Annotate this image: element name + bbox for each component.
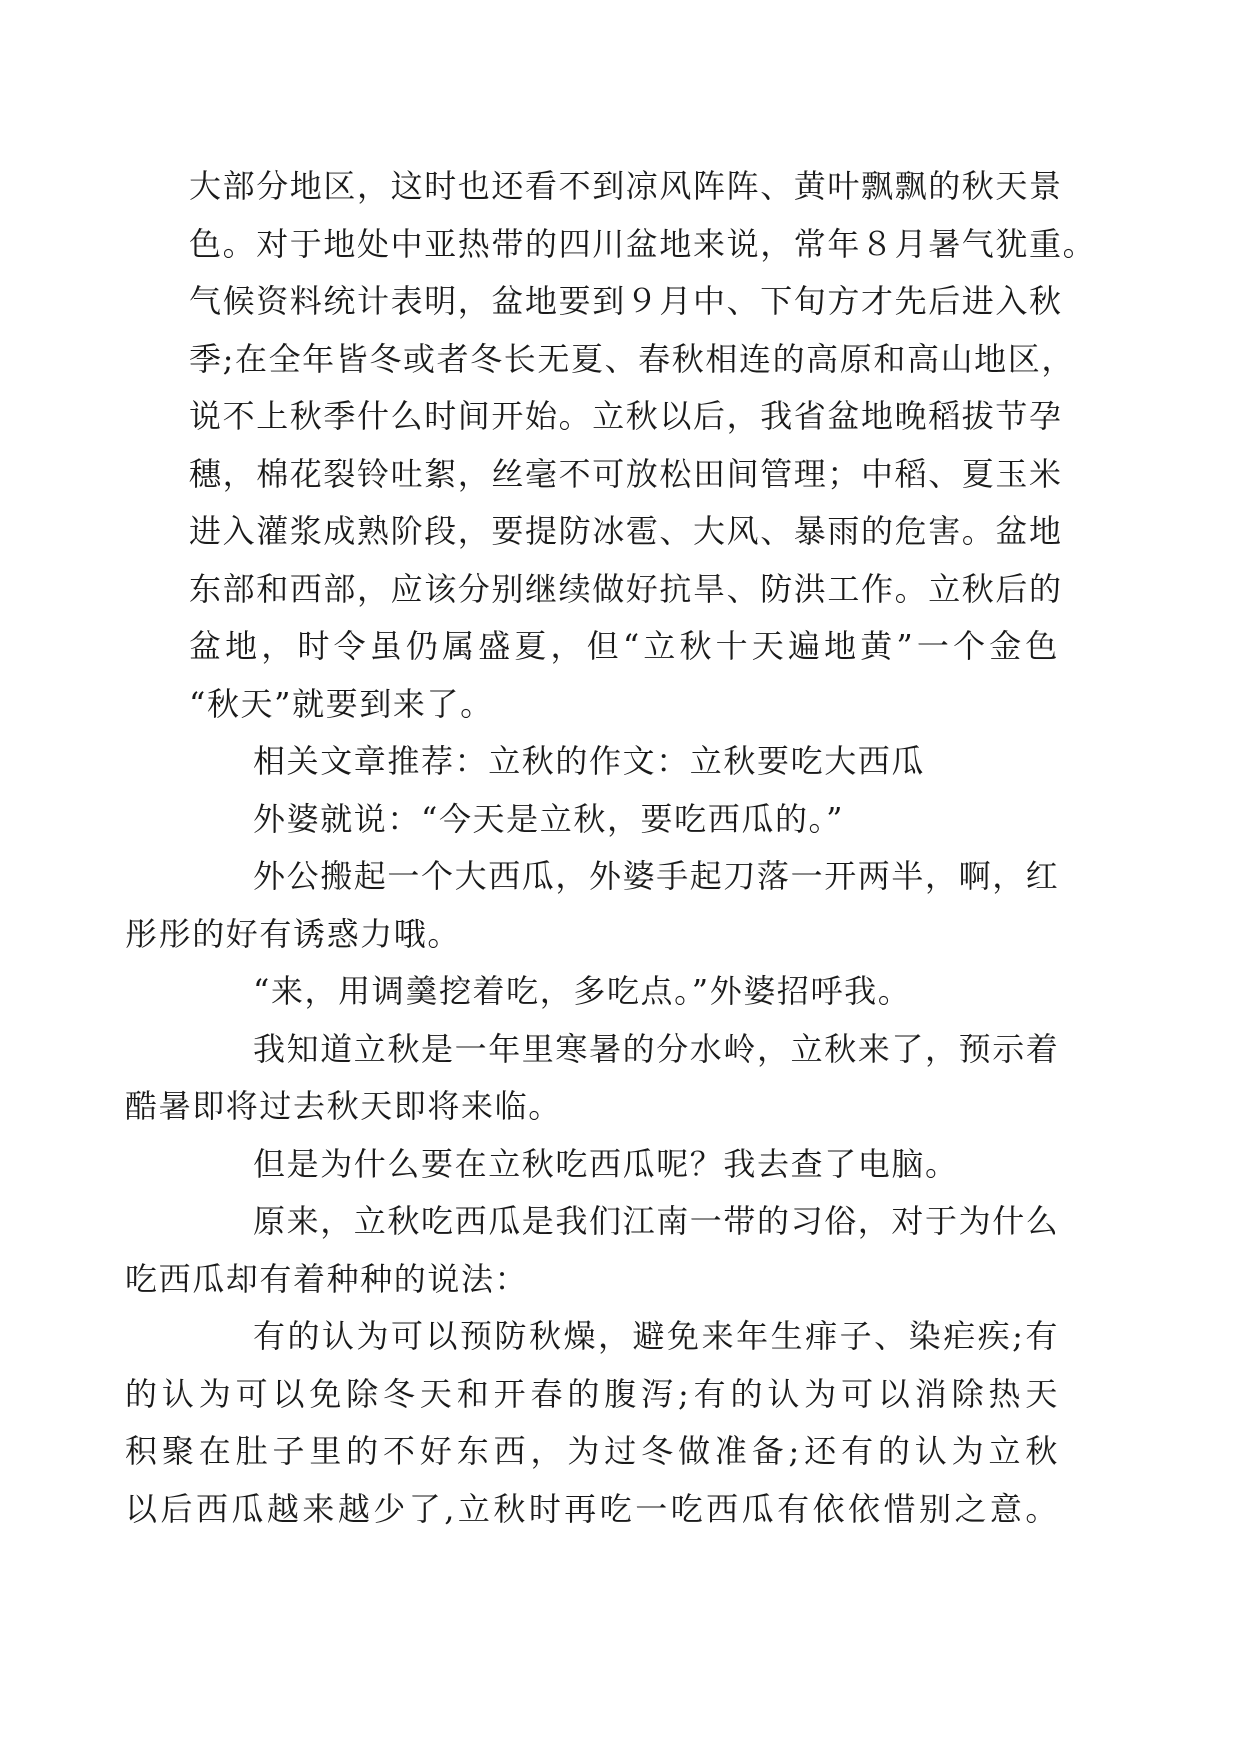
text-line: 东部和西部，应该分别继续做好抗旱、防洪工作。立秋后的 [189,569,1063,608]
paragraph-2 [189,733,1059,791]
text-line: 外公搬起一个大西瓜，外婆手起刀落一开两半，啊，红 [253,857,1060,895]
text-line: 的认为可以免除冬天和开春的腹泻;有的认为可以消除热天 [125,1374,1059,1413]
paragraph-7 [189,1136,1059,1194]
text-line: 穗，棉花裂铃吐絮，丝毫不可放松田间管理；中稻、夏玉米 [189,454,1063,493]
text-line: “秋天”就要到来了。 [189,684,494,723]
text-line: 外婆就说：“今天是立秋，要吃西瓜的。” [253,799,845,838]
paragraph-1 [189,158,1097,733]
paragraph-5 [189,963,1059,1021]
paragraph-8 [125,1193,1060,1308]
text-line: 气候资料统计表明，盆地要到９月中、下旬方才先后进入秋 [189,282,1063,320]
text-line: 相关文章推荐：立秋的作文：立秋要吃大西瓜 [253,742,926,780]
text-line: 色。对于地处中亚热带的四川盆地来说，常年８月暑气犹重。 [189,224,1097,263]
paragraph-4 [125,848,1060,963]
text-line: 酷暑即将过去秋天即将来临。 [125,1087,562,1125]
text-line: 积聚在肚子里的不好东西，为过冬做准备;还有的认为立秋 [125,1432,1059,1470]
paragraph-6 [125,1021,1060,1136]
text-line: 原来，立秋吃西瓜是我们江南一带的习俗，对于为什么 [253,1202,1060,1240]
text-line: 盆地，时令虽仍属盛夏，但“立秋十天遍地黄”一个金色 [189,627,1059,665]
paragraph-3 [189,791,1059,849]
text-line: 大部分地区，这时也还看不到凉风阵阵、黄叶飘飘的秋天景 [189,167,1063,205]
paragraph-9 [125,1308,1059,1538]
text-line: 彤彤的好有诱惑力哦。 [125,914,462,953]
text-line: 我知道立秋是一年里寒暑的分水岭，立秋来了，预示着 [253,1029,1060,1068]
text-line: 吃西瓜却有着种种的说法： [125,1259,529,1298]
text-line: 以后西瓜越来越少了,立秋时再吃一吃西瓜有依依惜别之意。 [125,1489,1059,1528]
text-line: 季;在全年皆冬或者冬长无夏、春秋相连的高原和高山地区， [189,339,1075,378]
text-line: 有的认为可以预防秋燥，避免来年生痱子、染疟疾;有 [253,1317,1059,1355]
text-line: 说不上秋季什么时间开始。立秋以后，我省盆地晚稻拔节孕 [189,397,1063,435]
document-body [125,158,1097,1538]
text-line: 进入灌浆成熟阶段，要提防冰雹、大风、暴雨的危害。盆地 [189,512,1063,550]
text-line: 但是为什么要在立秋吃西瓜呢？我去查了电脑。 [253,1144,959,1183]
text-line: “来，用调羹挖着吃，多吃点。”外婆招呼我。 [253,972,912,1010]
